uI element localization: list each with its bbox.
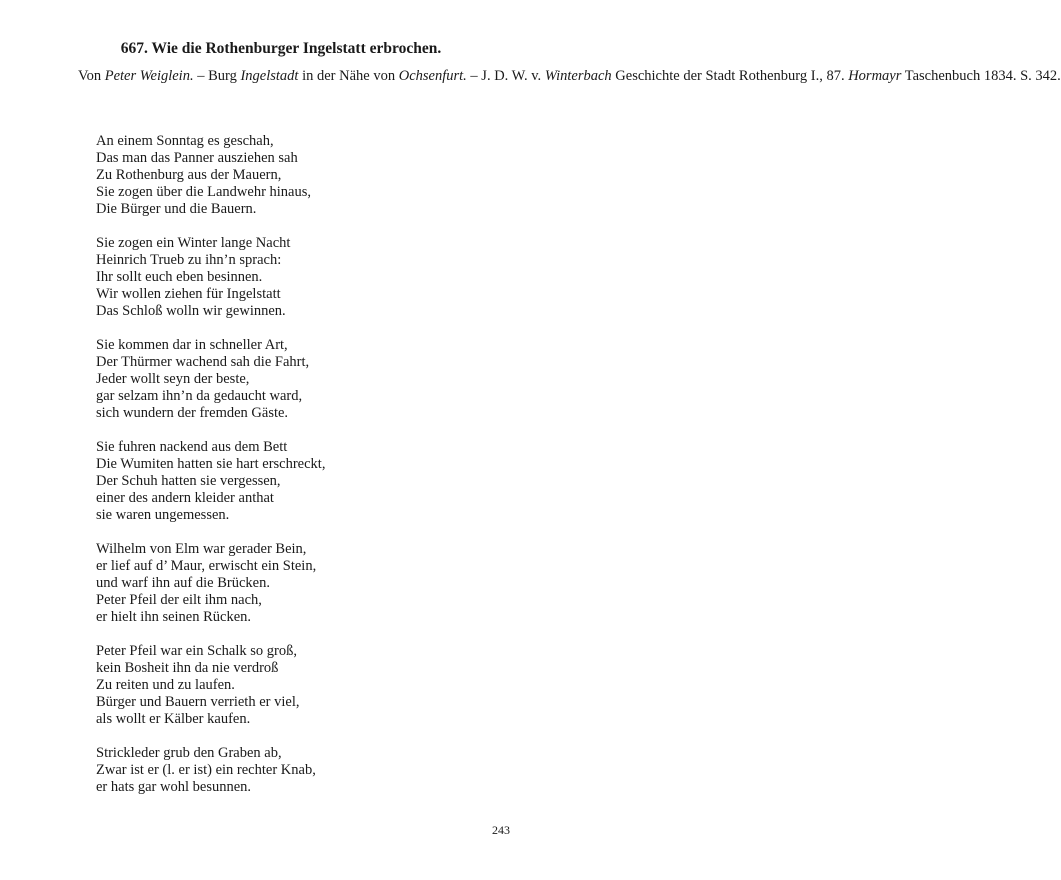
source-text: in der Nähe von — [298, 68, 399, 84]
poem-line: Sie kommen dar in schneller Art, — [96, 337, 288, 353]
poem-line: Peter Pfeil der eilt ihm nach, — [96, 592, 262, 608]
poem-line: Bürger und Bauern verrieth er viel, — [96, 694, 300, 710]
poem-line: Wilhelm von Elm war gerader Bein, — [96, 541, 307, 557]
source-place: Ochsenfurt. — [398, 68, 467, 84]
source-text: Geschichte der Stadt Rothenburg I., 87. — [611, 68, 849, 84]
stanza — [96, 643, 516, 728]
poem-line: Die Bürger und die Bauern. — [96, 201, 257, 217]
poem-line: Sie fuhren nackend aus dem Bett — [96, 439, 288, 455]
source-author: Hormayr — [848, 68, 902, 84]
stanza — [96, 235, 516, 320]
poem-line: Heinrich Trueb zu ihn’n sprach: — [96, 252, 282, 268]
poem-line: einer des andern kleider anthat — [96, 490, 274, 506]
source-text: – Burg — [193, 68, 241, 84]
poem-line: sich wundern der fremden Gäste. — [96, 405, 289, 421]
poem-line: gar selzam ihn’n da gedaucht ward, — [96, 388, 303, 404]
source-author: Winterbach — [544, 68, 612, 84]
poem-line: Sie zogen über die Landwehr hinaus, — [96, 184, 312, 200]
source-text: Von — [78, 68, 105, 84]
poem-line: Zu Rothenburg aus der Mauern, — [96, 167, 282, 183]
poem-line: Strickleder grub den Graben ab, — [96, 745, 282, 761]
source-author: Peter Weiglein. — [104, 68, 194, 84]
poem-line: als wollt er Kälber kaufen. — [96, 711, 251, 727]
poem-line: Das man das Panner ausziehen sah — [96, 150, 298, 166]
poem-line: er lief auf d’ Maur, erwischt ein Stein, — [96, 558, 317, 574]
poem-line: Sie zogen ein Winter lange Nacht — [96, 235, 291, 251]
poem — [96, 133, 516, 813]
stanza — [96, 439, 516, 524]
page-title: 667. Wie die Rothenburger Ingelstatt erbrochen. — [120, 40, 442, 57]
stanza — [96, 541, 516, 626]
poem-line: Jeder wollt seyn der beste, — [96, 371, 250, 387]
poem-line: kein Bosheit ihn da nie verdroß — [96, 660, 279, 676]
poem-line: Ihr sollt euch eben besinnen. — [96, 269, 263, 285]
poem-line: An einem Sonntag es geschah, — [96, 133, 274, 149]
poem-line: Wir wollen ziehen für Ingelstatt — [96, 286, 281, 302]
stanza — [96, 337, 516, 422]
poem-line: Zwar ist er (l. er ist) ein rechter Knab, — [96, 762, 316, 778]
poem-line: Der Thürmer wachend sah die Fahrt, — [96, 354, 310, 370]
poem-line: Zu reiten und zu laufen. — [96, 677, 235, 693]
source-note — [78, 67, 1061, 85]
poem-line: Die Wumiten hatten sie hart erschreckt, — [96, 456, 326, 472]
source-text: – J. D. W. v. — [466, 68, 545, 84]
poem-line: er hats gar wohl besunnen. — [96, 779, 252, 795]
poem-line: Der Schuh hatten sie vergessen, — [96, 473, 281, 489]
poem-line: Peter Pfeil war ein Schalk so groß, — [96, 643, 297, 659]
stanza — [96, 133, 516, 218]
poem-line: er hielt ihn seinen Rücken. — [96, 609, 252, 625]
stanza — [96, 745, 516, 796]
source-place: Ingelstadt — [240, 68, 299, 84]
source-text: Taschenbuch 1834. S. 342. — [901, 68, 1061, 84]
poem-line: Das Schloß wolln wir gewinnen. — [96, 303, 286, 319]
poem-line: und warf ihn auf die Brücken. — [96, 575, 270, 591]
page-number: 243 — [492, 823, 510, 837]
poem-line: sie waren ungemessen. — [96, 507, 230, 523]
